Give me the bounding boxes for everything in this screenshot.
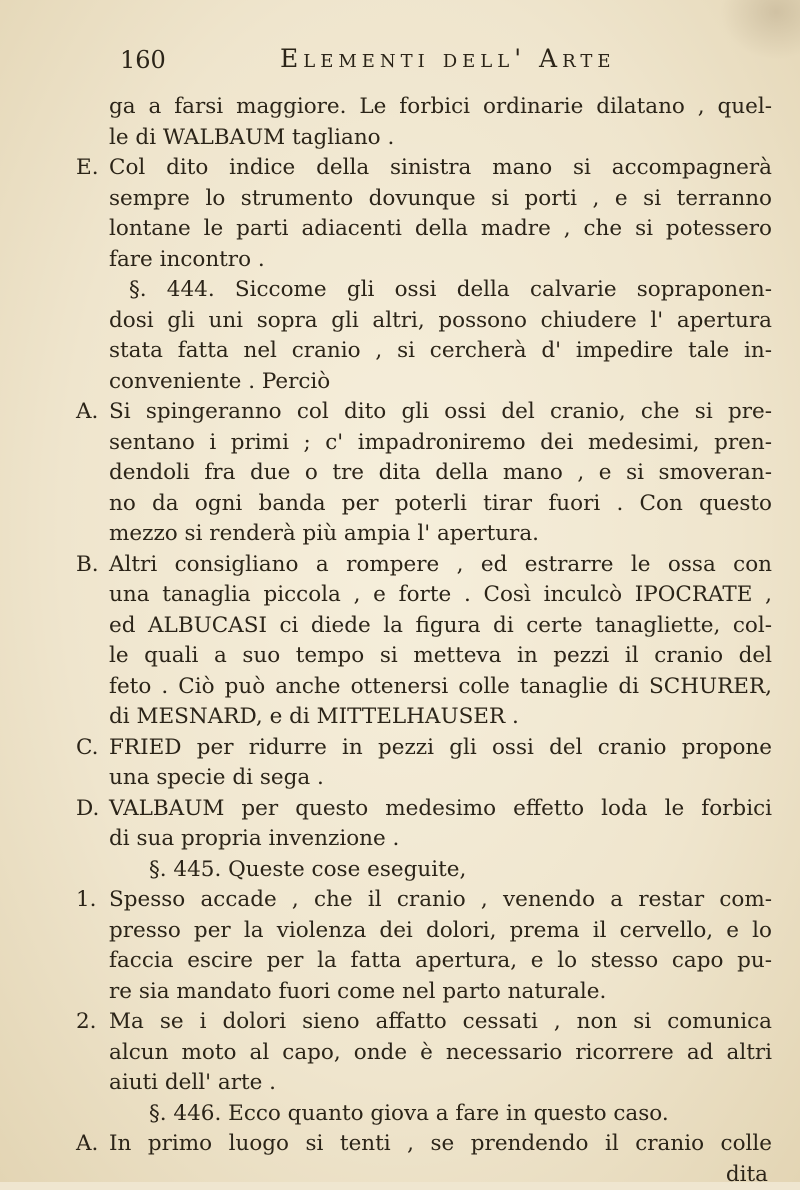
line-text: faccia escire per la fatta apertura, e lo stesso capo pu- xyxy=(82,946,772,977)
line-text: Altri consigliano a rompere , ed estrarre le ossa con xyxy=(82,550,772,581)
text-line xyxy=(82,611,772,642)
paragraph-marker: A. xyxy=(76,1129,98,1160)
text-line xyxy=(82,672,772,703)
line-text: sempre lo strumento dovunque si porti , e si terranno xyxy=(82,184,772,215)
line-text: VALBAUM per questo medesimo effetto loda le forbici xyxy=(82,794,772,825)
line-text: FRIED per ridurre in pezzi gli ossi del cranio propone xyxy=(82,733,772,764)
line-text: mezzo si renderà più ampia l' apertura. xyxy=(82,519,772,550)
text-line xyxy=(82,580,772,611)
text-line xyxy=(82,214,772,245)
text-line xyxy=(82,641,772,672)
text-line xyxy=(82,946,772,977)
line-text: Spesso accade , che il cranio , venendo a restar com- xyxy=(82,885,772,916)
text-line xyxy=(82,367,772,398)
text-line xyxy=(82,458,772,489)
catchword: dita xyxy=(82,1160,772,1190)
paragraph-marker: 1. xyxy=(76,885,97,916)
text-line xyxy=(82,1007,772,1038)
line-text: re sia mandato fuori come nel parto naturale. xyxy=(82,977,772,1008)
text-line xyxy=(82,824,772,855)
text-line xyxy=(82,428,772,459)
paragraph-marker: D. xyxy=(76,794,99,825)
paragraph-marker: C. xyxy=(76,733,99,764)
text-line xyxy=(82,1068,772,1099)
line-text: le quali a suo tempo si metteva in pezzi il cranio del xyxy=(82,641,772,672)
line-text: ga a farsi maggiore. Le forbici ordinarie dilatano , quel- xyxy=(82,92,772,123)
text-line xyxy=(82,977,772,1008)
line-text: dosi gli uni sopra gli altri, possono chiudere l' apertura xyxy=(82,306,772,337)
line-text: di MESNARD, e di MITTELHAUSER . xyxy=(82,702,772,733)
running-title: Elementi dell' Arte xyxy=(280,44,615,73)
line-text: Ma se i dolori sieno affatto cessati , non si comunica xyxy=(82,1007,772,1038)
text-line xyxy=(82,763,772,794)
paragraph-marker: B. xyxy=(76,550,99,581)
line-text: lontane le parti adiacenti della madre , che si potessero xyxy=(82,214,772,245)
line-text: §. 446. Ecco quanto giova a fare in questo caso. xyxy=(82,1099,772,1130)
line-text: alcun moto al capo, onde è necessario ricorrere ad altri xyxy=(82,1038,772,1069)
text-line xyxy=(82,1129,772,1160)
text-line xyxy=(82,336,772,367)
text-line xyxy=(82,733,772,764)
text-line xyxy=(82,885,772,916)
line-text: una tanaglia piccola , e forte . Così inculcò IPOCRATE , xyxy=(82,580,772,611)
line-text: Si spingeranno col dito gli ossi del cranio, che si pre- xyxy=(82,397,772,428)
text-line xyxy=(82,489,772,520)
running-head xyxy=(120,44,740,78)
line-text: feto . Ciò può anche ottenersi colle tanaglie di SCHURER, xyxy=(82,672,772,703)
text-line xyxy=(82,123,772,154)
line-text: sentano i primi ; c' impadroniremo dei medesimi, pren- xyxy=(82,428,772,459)
text-line xyxy=(82,1038,772,1069)
text-line xyxy=(82,702,772,733)
text-line xyxy=(82,245,772,276)
text-line xyxy=(82,855,772,886)
paragraph-marker: 2. xyxy=(76,1007,97,1038)
line-text: In primo luogo si tenti , se prendendo il cranio colle xyxy=(82,1129,772,1160)
text-line xyxy=(82,519,772,550)
line-text: aiuti dell' arte . xyxy=(82,1068,772,1099)
text-line xyxy=(82,275,772,306)
text-line xyxy=(82,916,772,947)
line-text: Col dito indice della sinistra mano si accompagnerà xyxy=(82,153,772,184)
line-text: presso per la violenza dei dolori, prema il cervello, e lo xyxy=(82,916,772,947)
line-text: le di WALBAUM tagliano . xyxy=(82,123,772,154)
text-line xyxy=(82,92,772,123)
line-text: no da ogni banda per poterli tirar fuori . Con questo xyxy=(82,489,772,520)
text-line xyxy=(82,794,772,825)
paragraph-marker: E. xyxy=(76,153,99,184)
line-text: conveniente . Perciò xyxy=(82,367,772,398)
line-text: di sua propria invenzione . xyxy=(82,824,772,855)
line-text: §. 444. Siccome gli ossi della calvarie sopraponen- xyxy=(82,275,772,306)
paragraph-marker: A. xyxy=(76,397,98,428)
page-number: 160 xyxy=(120,46,166,74)
text-line xyxy=(82,184,772,215)
text-line xyxy=(82,397,772,428)
text-line xyxy=(82,550,772,581)
body-text xyxy=(82,92,772,1190)
text-line xyxy=(82,306,772,337)
text-line xyxy=(82,153,772,184)
line-text: una specie di sega . xyxy=(82,763,772,794)
line-text: dendoli fra due o tre dita della mano , e si smoveran- xyxy=(82,458,772,489)
line-text: fare incontro . xyxy=(82,245,772,276)
text-line xyxy=(82,1099,772,1130)
line-text: ed ALBUCASI ci diede la figura di certe tanagliette, col- xyxy=(82,611,772,642)
line-text: §. 445. Queste cose eseguite, xyxy=(82,855,772,886)
line-text: stata fatta nel cranio , si cercherà d' impedire tale in- xyxy=(82,336,772,367)
